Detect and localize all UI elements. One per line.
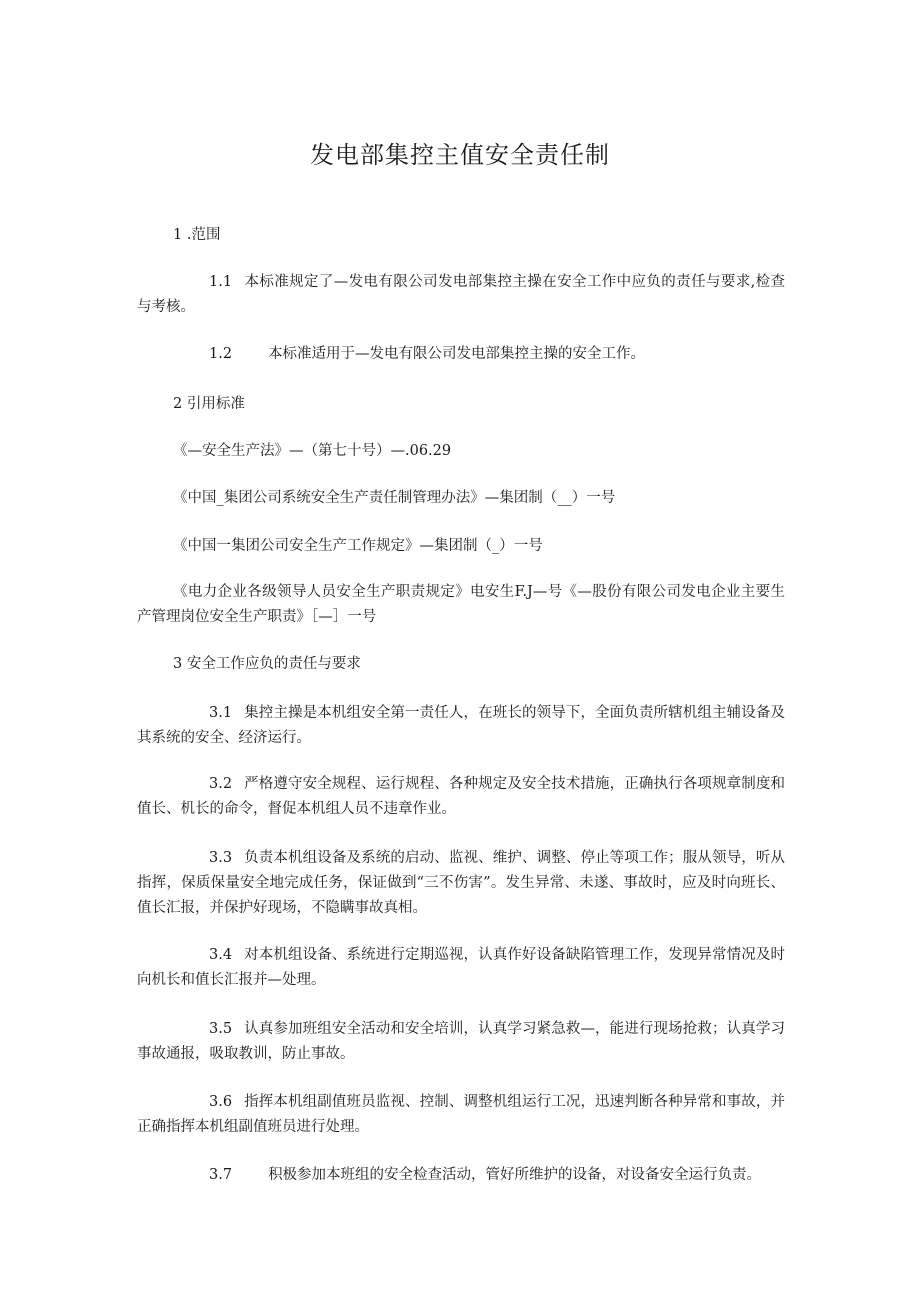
section-heading-scope: 1 .范围: [173, 227, 221, 243]
clause-text: 集控主操是本机组安全第一责任人，在班长的领导下，全面负责所辖机组主辅设备及其系统的安全、经济运行。: [137, 705, 785, 746]
reference-4: 《电力企业各级领导人员安全生产职责规定》电安生F.J—号《—股份有限公司发电企业主要生产管理岗位安全生产职责》［—］一号: [137, 584, 785, 625]
clause-text: 积极参加本班组的安全检查活动，管好所维护的设备，对设备安全运行负责。: [268, 1167, 762, 1183]
clause-number: 3.5: [209, 1021, 233, 1037]
clause-number: 3.7: [209, 1167, 233, 1183]
clause-3-7: [137, 1163, 785, 1188]
clause-number: 3.4: [209, 947, 233, 963]
clause-3-2: [137, 772, 785, 822]
clause-3-3: [137, 846, 785, 921]
section-heading-references: 2 引用标准: [173, 396, 245, 412]
reference-1: 《—安全生产法》—（第七十号）—.06.29: [173, 443, 452, 459]
clause-text: 认真参加班组安全活动和安全培训，认真学习紧急救—，能进行现场抢救；认真学习事故通报，吸取教训，防止事故。: [137, 1021, 785, 1062]
clause-text: 本标准规定了—发电有限公司发电部集控主操在安全工作中应负的责任与要求,检查与考核。: [137, 274, 785, 315]
clause-3-4: [137, 943, 785, 993]
clause-1-1: [137, 270, 785, 320]
clause-number: 3.2: [209, 776, 233, 792]
clause-text: 指挥本机组副值班员监视、控制、调整机组运行工况，迅速判断各种异常和事故，并正确指挥本机组副值班员进行处理。: [137, 1094, 785, 1135]
clause-3-5: [137, 1017, 785, 1067]
reference-3: 《中国一集团公司安全生产工作规定》—集团制（_）一号: [173, 538, 543, 554]
page-title: 发电部集控主值安全责任制: [310, 141, 610, 169]
clause-text: 对本机组设备、系统进行定期巡视，认真作好设备缺陷管理工作，发现异常情况及时向机长和值长汇报并—处理。: [137, 947, 785, 988]
clause-number: 3.1: [209, 705, 233, 721]
clause-text: 本标准适用于—发电有限公司发电部集控主操的安全工作。: [268, 346, 646, 362]
clause-number: 3.3: [209, 850, 233, 866]
clause-number: 1.1: [209, 274, 233, 290]
clause-3-1: [137, 701, 785, 751]
clause-1-2: [137, 342, 785, 367]
clause-text: 负责本机组设备及系统的启动、监视、维护、调整、停止等项工作；服从领导，听从指挥，保质保量安全地完成任务，保证做到“三不伤害”。发生异常、未遂、事故时，应及时向班长、值长汇报，并保护好现场，不隐瞒事故真相。: [137, 850, 785, 916]
clause-text: 严格遵守安全规程、运行规程、各种规定及安全技术措施，正确执行各项规章制度和值长、机长的命令，督促本机组人员不违章作业。: [137, 776, 785, 817]
clause-3-6: [137, 1090, 785, 1140]
reference-2: 《中国_集团公司系统安全生产责任制管理办法》—集团制（__）一号: [173, 490, 616, 506]
clause-number: 3.6: [209, 1094, 233, 1110]
section-heading-responsibilities: 3 安全工作应负的责任与要求: [173, 656, 361, 672]
clause-number: 1.2: [209, 346, 233, 362]
